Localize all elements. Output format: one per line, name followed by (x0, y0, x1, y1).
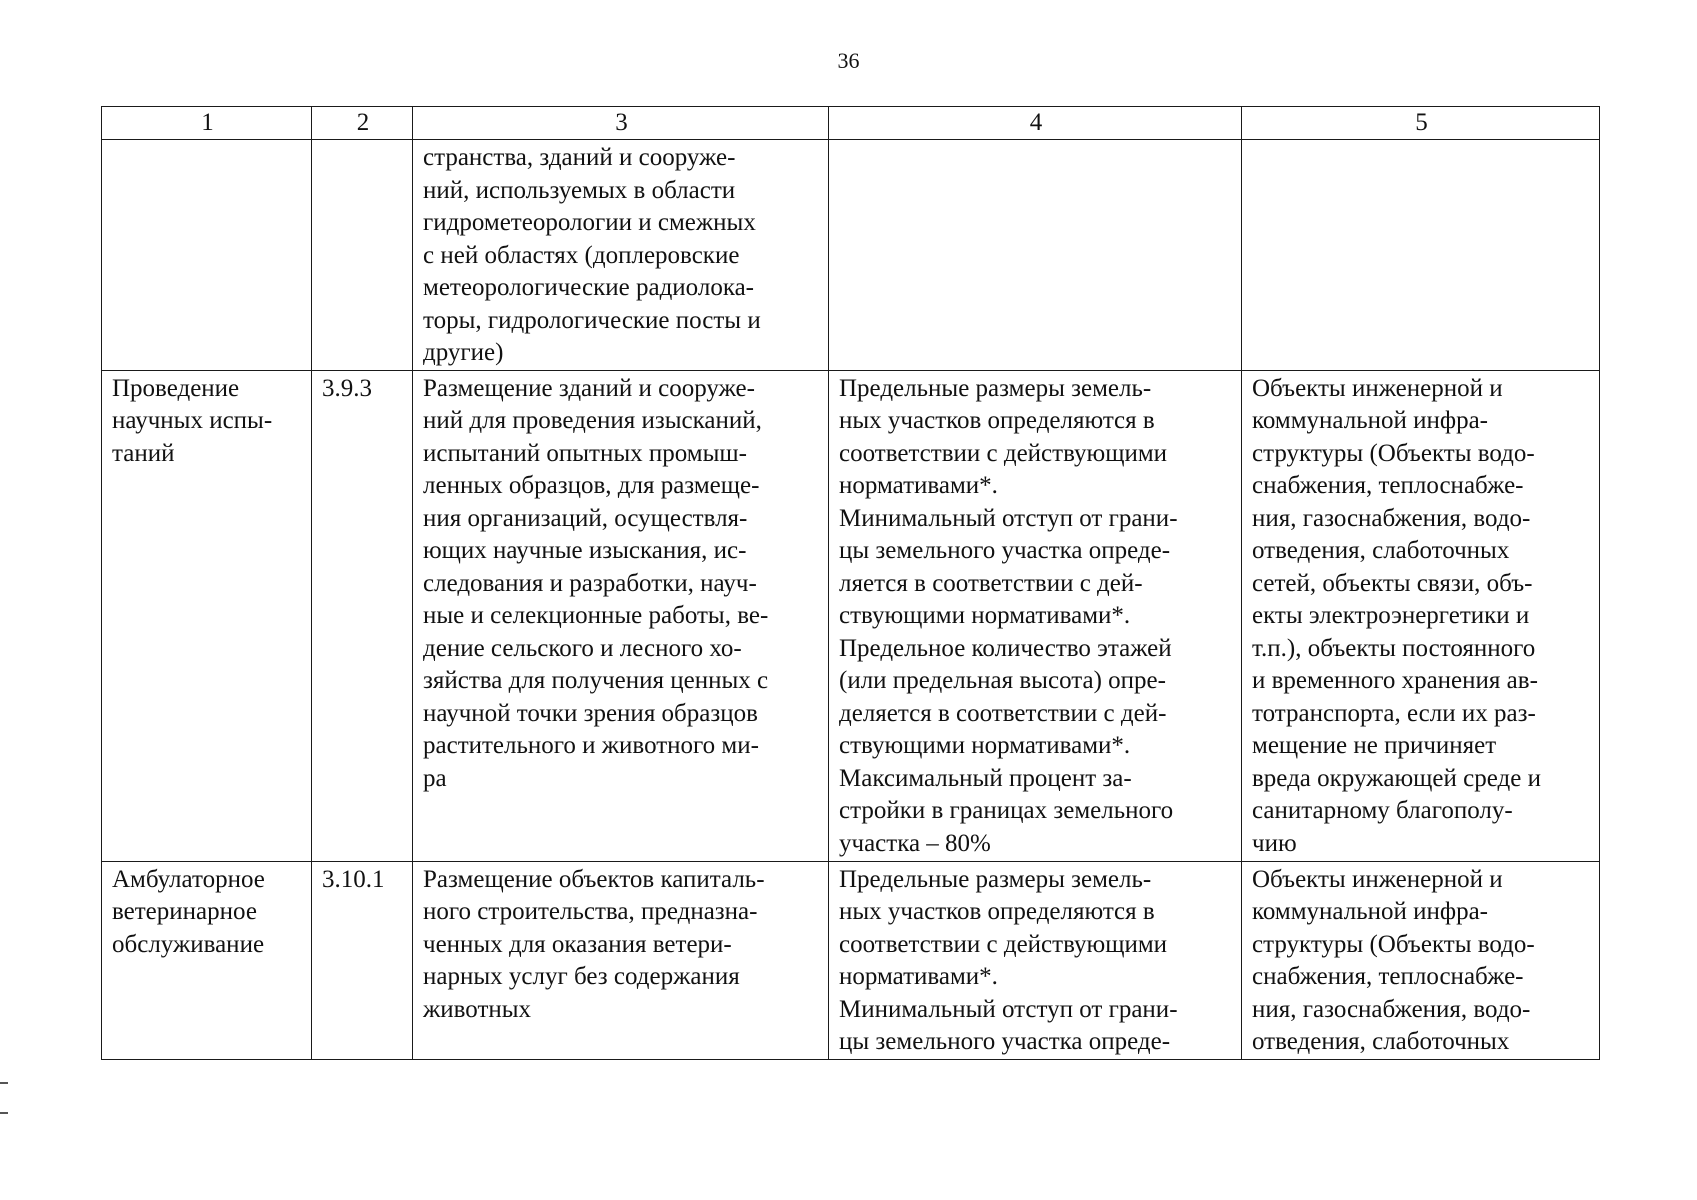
land-use-table (101, 106, 1600, 1060)
use-type-name: Проведение научных испы- таний (112, 374, 273, 467)
page-number: 36 (837, 48, 860, 73)
use-type-name-cell (102, 140, 312, 371)
table-row (102, 140, 1600, 371)
parameters-cell (829, 140, 1242, 371)
use-description: Размещение объектов капиталь- ного строительства, предназна- ченных для оказания ветери- нарных услуг без содержания животных (423, 865, 765, 1023)
column-header-3: 3 (413, 107, 829, 140)
auxiliary-uses-cell (1242, 370, 1600, 861)
parameters-text: Предельные размеры земель- ных участков определяются в соответствии с действующими нормативами*. Минимальный отступ от грани- цы земельного участка опреде- (839, 865, 1178, 1055)
use-type-code-cell (312, 140, 413, 371)
column-header-1: 1 (102, 107, 312, 140)
use-type-name: Амбулаторное ветеринарное обслуживание (112, 865, 265, 958)
table-row (102, 370, 1600, 861)
use-type-code: 3.10.1 (322, 865, 385, 893)
use-description: странства, зданий и сооруже- ний, используемых в области гидрометеорологии и смежных с ней областях (доплеровские метеорологические радиолока- торы, гидрологические посты и другие) (423, 144, 761, 366)
column-header-2: 2 (312, 107, 413, 140)
auxiliary-uses-text: Объекты инженерной и коммунальной инфра- структуры (Объекты водо- снабжения, теплоснабже- ния, газоснабжения, водо- отведения, слаботочных (1252, 865, 1535, 1055)
auxiliary-uses-text: Объекты инженерной и коммунальной инфра- структуры (Объекты водо- снабжения, теплоснабже- ния, газоснабжения, водо- отведения, слаботочных сетей, объекты связи, объ- екты электроэнергетики и т.п.), объекты постоянного и временного хранения ав- тотранспорта, если их раз- мещение не причиняет вреда окружающей среде и санитарному благополу- чию (1252, 374, 1541, 857)
use-description-cell (413, 140, 829, 371)
use-type-name-cell (102, 370, 312, 861)
auxiliary-uses-cell (1242, 140, 1600, 371)
parameters-cell (829, 861, 1242, 1059)
scan-margin-mark (0, 1112, 8, 1114)
scan-margin-mark (0, 1082, 8, 1084)
use-type-code: 3.9.3 (322, 374, 372, 402)
use-type-name-cell (102, 861, 312, 1059)
auxiliary-uses-cell (1242, 861, 1600, 1059)
use-type-code-cell (312, 370, 413, 861)
table-row (102, 861, 1600, 1059)
use-type-code-cell (312, 861, 413, 1059)
use-description-cell (413, 370, 829, 861)
use-description: Размещение зданий и сооруже- ний для проведения изысканий, испытаний опытных промыш- ленных образцов, для размеще- ния организаций, осуществля- ющих научные изыскания, ис- следования и разработки, науч- ные и селекционные работы, ве- дение сельского и лесного хо- зяйства для получения ценных с научной точки зрения образцов растительного и животного ми- ра (423, 374, 769, 792)
parameters-cell (829, 370, 1242, 861)
header-row (102, 107, 1600, 140)
column-header-5: 5 (1242, 107, 1600, 140)
parameters-text: Предельные размеры земель- ных участков определяются в соответствии с действующими нормативами*. Минимальный отступ от грани- цы земельного участка опреде- ляется в соответствии с дей- ствующими нормативами*. Предельное количество этажей (или предельная высота) опре- деляется в соответствии с дей- ствующими нормативами*. Максимальный процент за- стройки в границах земельного участка – 80% (839, 374, 1178, 857)
use-description-cell (413, 861, 829, 1059)
column-header-4: 4 (829, 107, 1242, 140)
